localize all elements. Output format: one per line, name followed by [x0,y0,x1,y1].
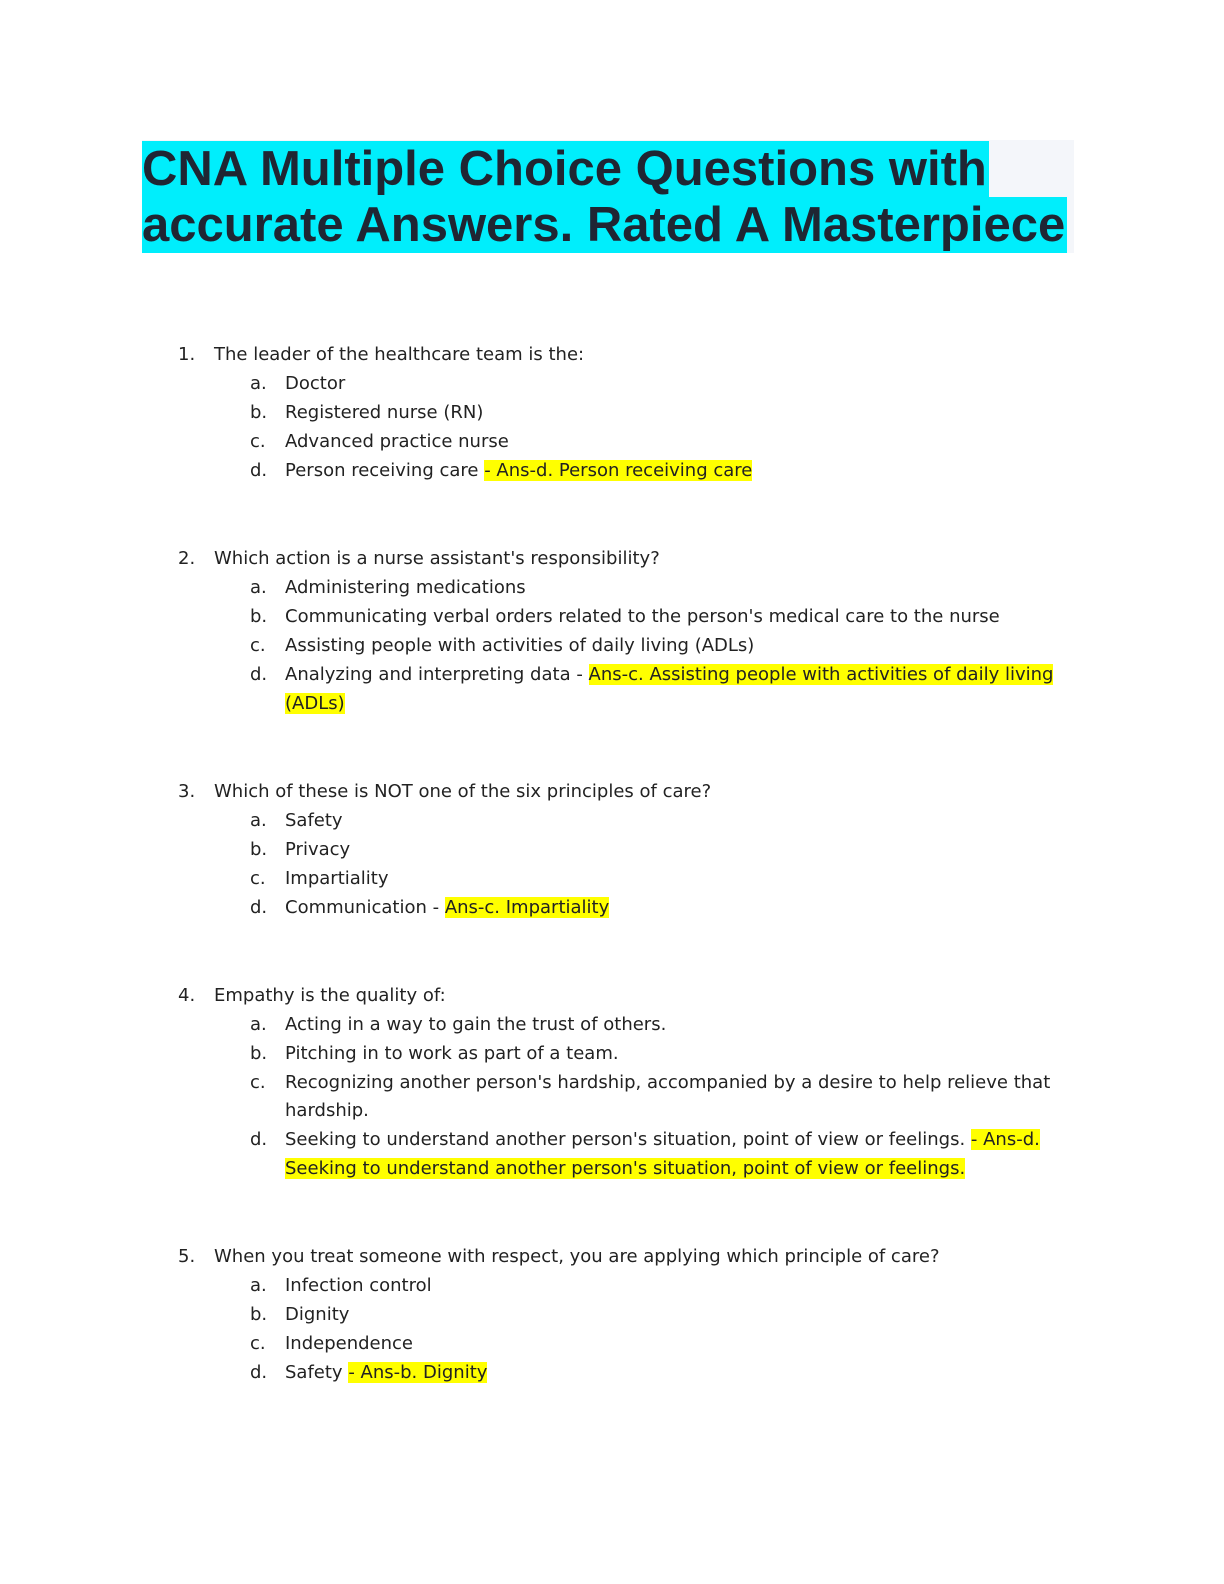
option-line [285,893,609,922]
option-text: Advanced practice nurse [285,431,509,452]
option-letter: c. [250,431,266,452]
option-line [285,1125,1040,1154]
answer-highlight: Ans-c. Assisting people with activities of daily living [588,664,1054,685]
option-letter: c. [250,868,266,889]
option-text: Independence [285,1333,414,1354]
option-text: Dignity [285,1304,350,1325]
option-text: Safety [285,810,343,831]
answer-highlight: (ADLs) [285,693,345,714]
answer-highlight: Seeking to understand another person's situation, point of view or feelings. [285,1158,966,1179]
answer-continuation [285,689,345,718]
option-letter: b. [250,402,268,423]
question-number: 5. [178,1246,196,1267]
option-letter: b. [250,1304,268,1325]
option-text: Person receiving care [285,460,485,481]
option-letter: d. [250,897,268,918]
option-letter: c. [250,1333,266,1354]
option-text: Privacy [285,839,351,860]
option-letter: b. [250,1043,268,1064]
option-text: Assisting people with activities of daily living (ADLs) [285,635,755,656]
option-letter: d. [250,1362,268,1383]
option-letter: a. [250,373,267,394]
answer-continuation [285,1154,965,1183]
option-line [285,660,1053,689]
question-text: When you treat someone with respect, you are applying which principle of care? [214,1246,940,1267]
page-title-line-1: CNA Multiple Choice Questions with [142,142,987,196]
question-number: 3. [178,781,196,802]
question-number: 2. [178,548,196,569]
option-text: Registered nurse (RN) [285,402,484,423]
option-letter: c. [250,635,266,656]
option-text: Seeking to understand another person's situation, point of view or feelings. [285,1129,971,1150]
option-letter: d. [250,664,268,685]
option-text: Recognizing another person's hardship, accompanied by a desire to help relieve that [285,1072,1051,1093]
option-text: Pitching in to work as part of a team. [285,1043,619,1064]
question-number: 4. [178,985,196,1006]
answer-highlight: - Ans-b. Dignity [348,1362,488,1383]
question-text: Which action is a nurse assistant's responsibility? [214,548,660,569]
option-letter: a. [250,1014,267,1035]
answer-highlight: - Ans-d. Person receiving care [484,460,753,481]
option-text: Administering medications [285,577,526,598]
option-letter: c. [250,1072,266,1093]
option-text: Communication - [285,897,445,918]
question-text: Empathy is the quality of: [214,985,446,1006]
option-letter: a. [250,577,267,598]
answer-highlight: - Ans-d. [970,1129,1040,1150]
option-text: Communicating verbal orders related to the person's medical care to the nurse [285,606,1000,627]
option-text-continuation: hardship. [285,1100,369,1121]
option-letter: a. [250,1275,267,1296]
page-title-line-2: accurate Answers. Rated A Masterpiece [142,198,1066,252]
option-letter: b. [250,839,268,860]
option-letter: d. [250,460,268,481]
question-text: The leader of the healthcare team is the: [214,344,585,365]
option-line [285,1358,487,1387]
option-line [285,456,752,485]
answer-highlight: Ans-c. Impartiality [444,897,610,918]
option-text: Infection control [285,1275,432,1296]
option-text: Impartiality [285,868,389,889]
option-text: Acting in a way to gain the trust of others. [285,1014,667,1035]
option-text: Doctor [285,373,346,394]
option-letter: d. [250,1129,268,1150]
question-text: Which of these is NOT one of the six principles of care? [214,781,712,802]
option-letter: a. [250,810,267,831]
option-text: Safety [285,1362,349,1383]
option-text: Analyzing and interpreting data - [285,664,589,685]
option-letter: b. [250,606,268,627]
question-number: 1. [178,344,196,365]
